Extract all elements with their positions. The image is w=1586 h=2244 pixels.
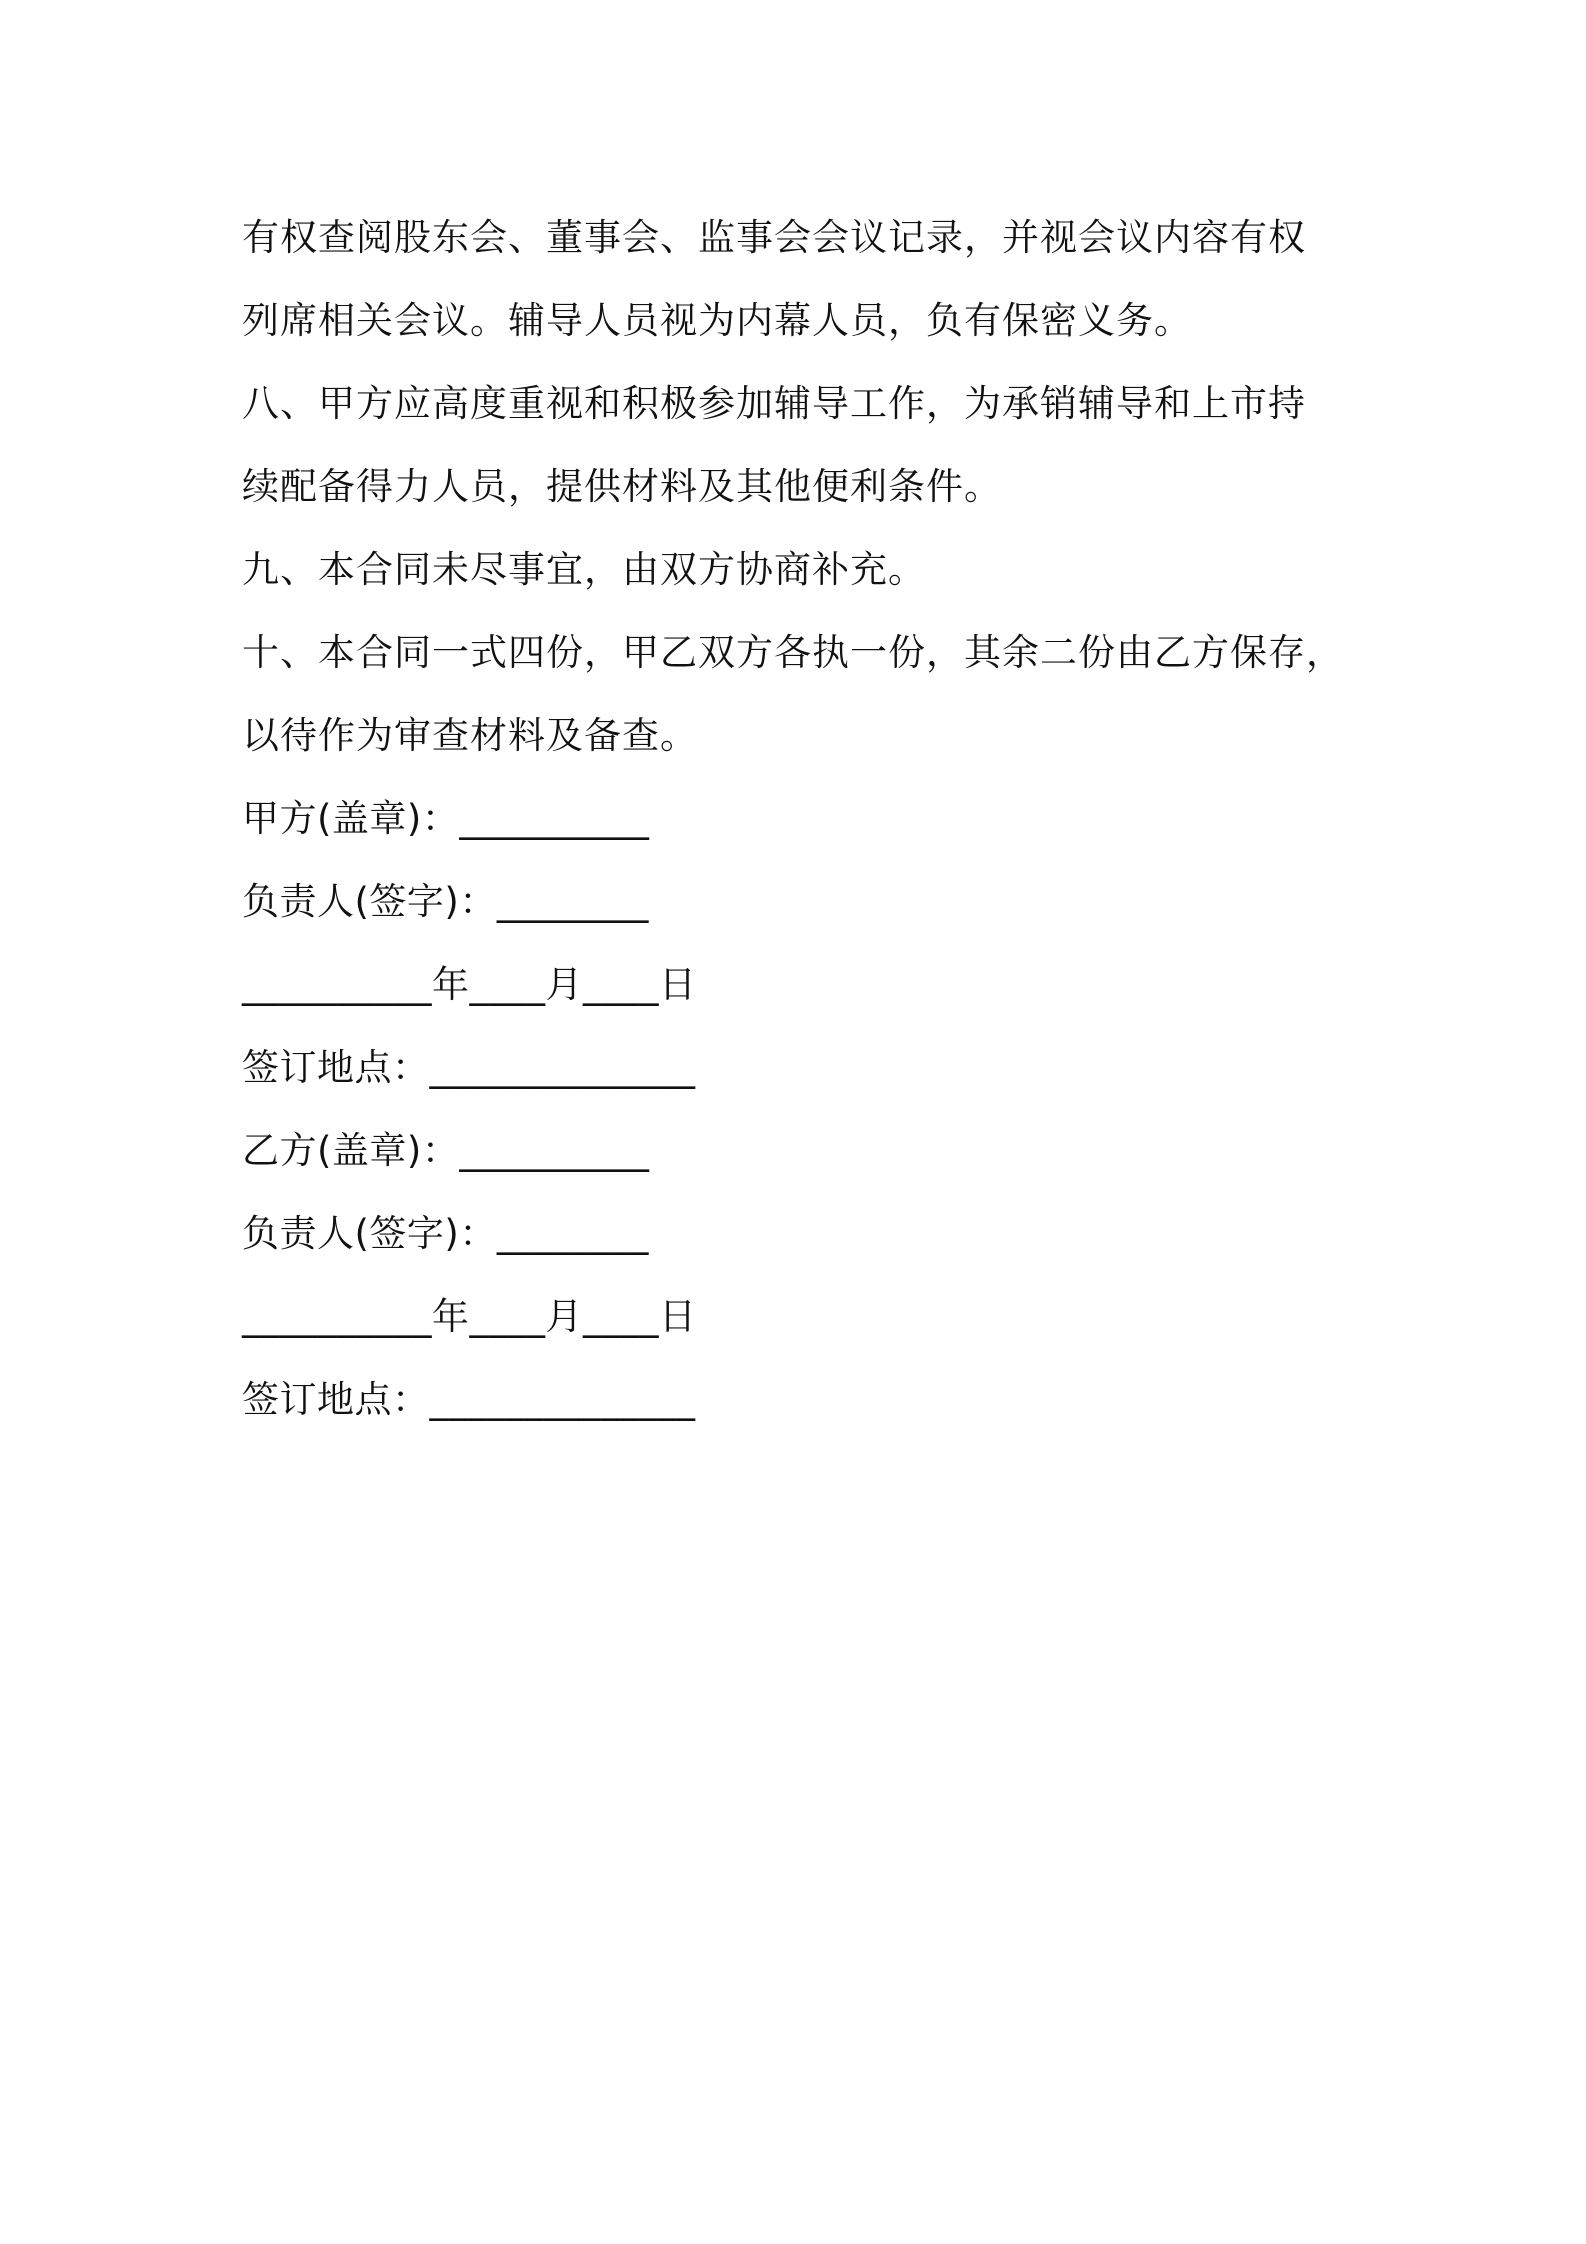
paragraph-line: 十、本合同一式四份，甲乙双方各执一份，其余二份由乙方保存， xyxy=(242,631,1344,674)
paragraph-line: 续配备得力人员，提供材料及其他便利条件。 xyxy=(242,465,1002,508)
party-b-place-field: 签订地点：______________ xyxy=(242,1378,696,1421)
party-b-signature-block xyxy=(242,1109,1362,1441)
party-b-signer-field: 负责人(签字)：________ xyxy=(242,1212,649,1255)
document-body xyxy=(242,196,1362,1441)
party-a-date-field: __________年____月____日 xyxy=(242,963,697,1006)
paragraph-line: 列席相关会议。辅导人员视为内幕人员，负有保密义务。 xyxy=(242,299,1192,342)
paragraph-line: 九、本合同未尽事宜，由双方协商补充。 xyxy=(242,548,926,591)
party-b-seal-field: 乙方(盖章)：__________ xyxy=(242,1129,650,1172)
party-b-date-field: __________年____月____日 xyxy=(242,1295,697,1338)
party-a-place-field: 签订地点：______________ xyxy=(242,1046,696,1089)
paragraph-line: 八、甲方应高度重视和积极参加辅导工作，为承销辅导和上市持 xyxy=(242,382,1306,425)
paragraph-line: 有权查阅股东会、董事会、监事会会议记录，并视会议内容有权 xyxy=(242,216,1306,259)
party-a-signature-block xyxy=(242,777,1362,1109)
party-a-seal-field: 甲方(盖章)：__________ xyxy=(242,797,650,840)
party-a-signer-field: 负责人(签字)：________ xyxy=(242,880,649,923)
paragraph-line: 以待作为审查材料及备查。 xyxy=(242,714,698,757)
